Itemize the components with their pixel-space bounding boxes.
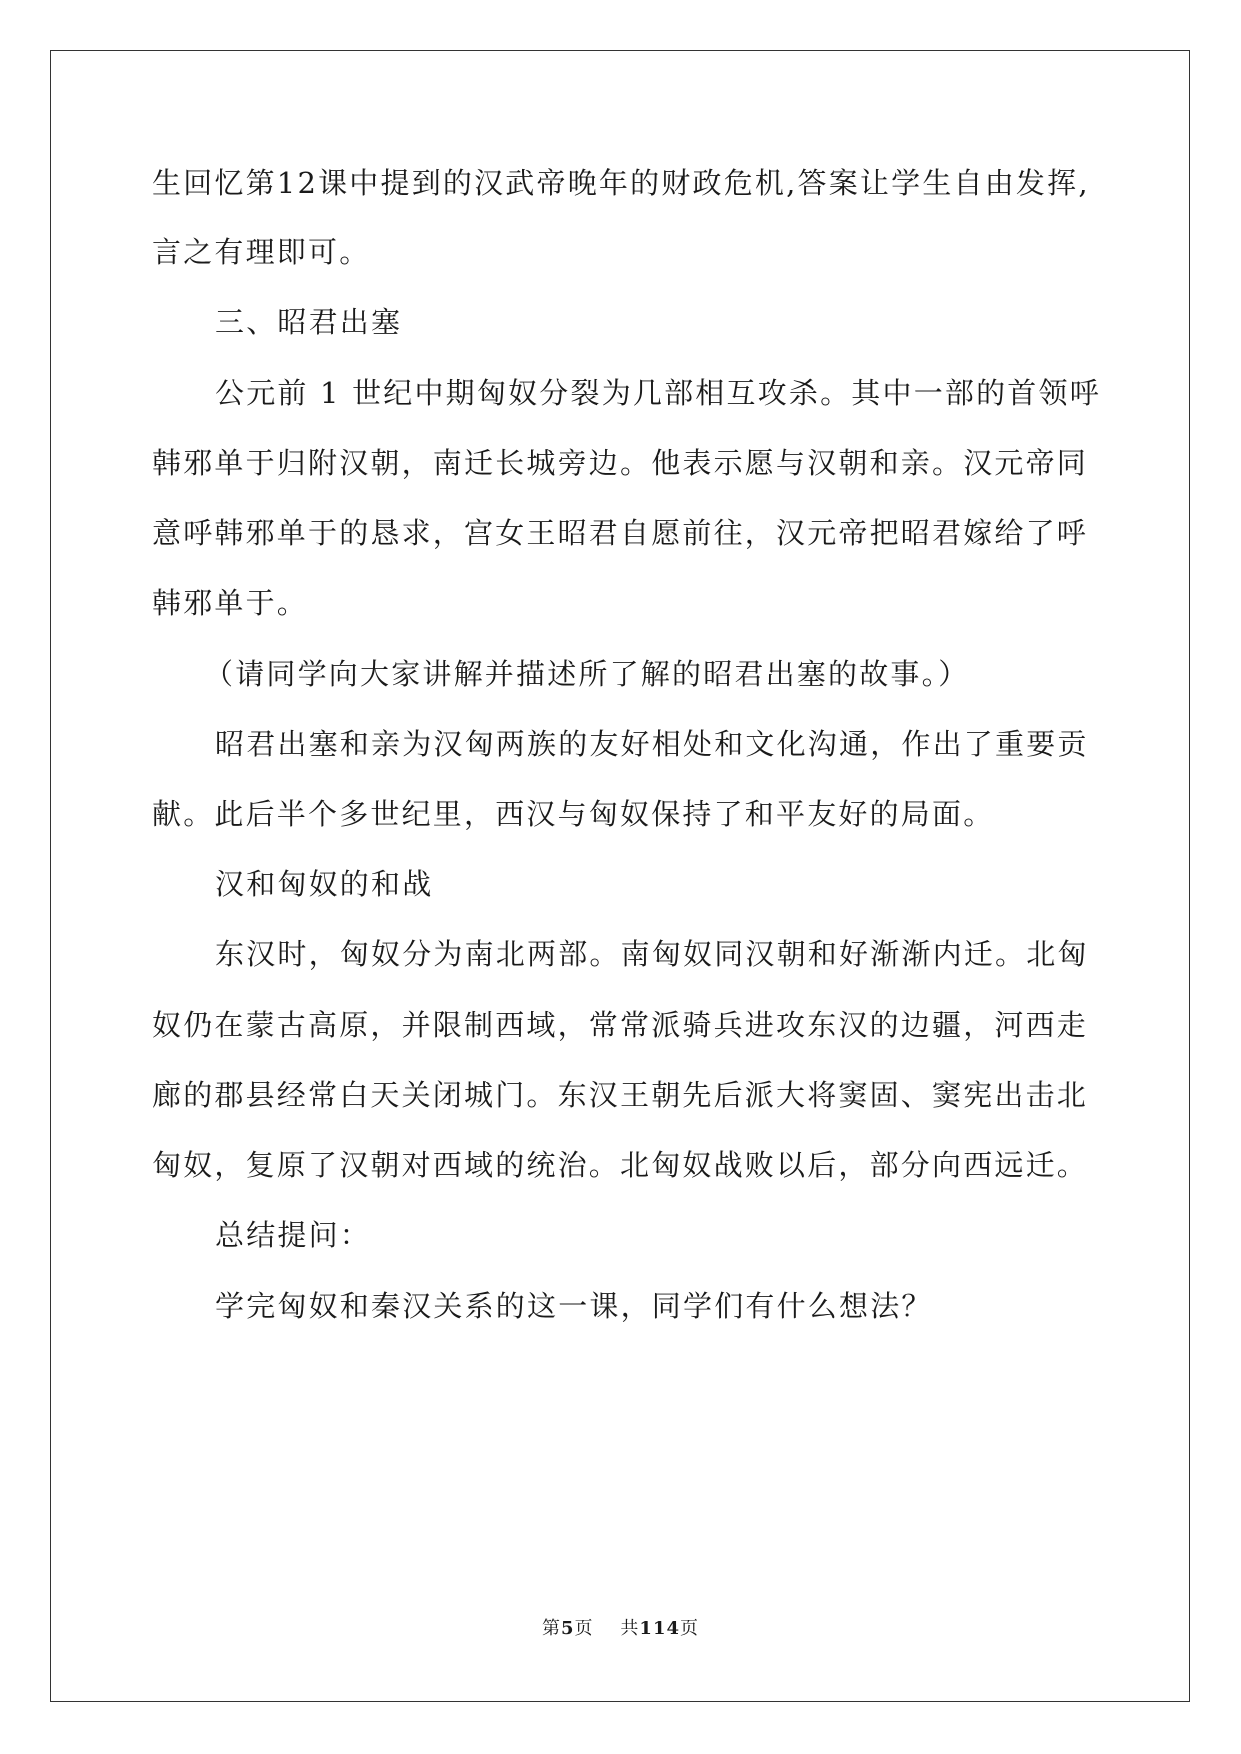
- summary-question: 学完匈奴和秦汉关系的这一课，同学们有什么想法？: [215, 1289, 933, 1323]
- total-pages: 114: [639, 1618, 680, 1639]
- text-line: 东汉时，匈奴分为南北两部。南匈奴同汉朝和好渐渐内迁。北匈: [215, 937, 1089, 971]
- text-line: 公元前 1 世纪中期匈奴分裂为几部相互攻杀。其中一部的首领呼: [215, 376, 1101, 410]
- text-line: 献。此后半个多世纪里，西汉与匈奴保持了和平友好的局面。: [152, 797, 995, 831]
- total-suffix: 页: [680, 1618, 699, 1639]
- text-line: 生回忆第12课中提到的汉武帝晚年的财政危机,答案让学生自由发挥,: [152, 166, 1090, 200]
- page-footer: [0, 1618, 1241, 1640]
- text-line: 韩邪单于归附汉朝，南迁长城旁边。他表示愿与汉朝和亲。汉元帝同: [152, 446, 1089, 480]
- summary-label: 总结提问：: [215, 1218, 372, 1252]
- text-line: 匈奴，复原了汉朝对西域的统治。北匈奴战败以后，部分向西远迁。: [152, 1148, 1089, 1182]
- text-line: 意呼韩邪单于的恳求，宫女王昭君自愿前往，汉元帝把昭君嫁给了呼: [152, 516, 1089, 550]
- text-line: 廊的郡县经常白天关闭城门。东汉王朝先后派大将窦固、窦宪出击北: [152, 1078, 1089, 1112]
- text-line: 韩邪单于。: [152, 586, 309, 620]
- page-suffix: 页: [574, 1618, 594, 1639]
- text-line: 昭君出塞和亲为汉匈两族的友好相处和文化沟通，作出了重要贡: [215, 727, 1089, 761]
- page-prefix: 第: [542, 1618, 561, 1639]
- total-prefix: 共: [620, 1618, 640, 1639]
- page-number: 5: [561, 1618, 575, 1639]
- text-line: （请同学向大家讲解并描述所了解的昭君出塞的故事。）: [204, 657, 970, 691]
- section-heading: 汉和匈奴的和战: [215, 867, 434, 901]
- section-heading: 三、昭君出塞: [215, 305, 403, 339]
- text-line: 言之有理即可。: [152, 235, 371, 269]
- text-line: 奴仍在蒙古高原，并限制西域，常常派骑兵进攻东汉的边疆，河西走: [152, 1008, 1089, 1042]
